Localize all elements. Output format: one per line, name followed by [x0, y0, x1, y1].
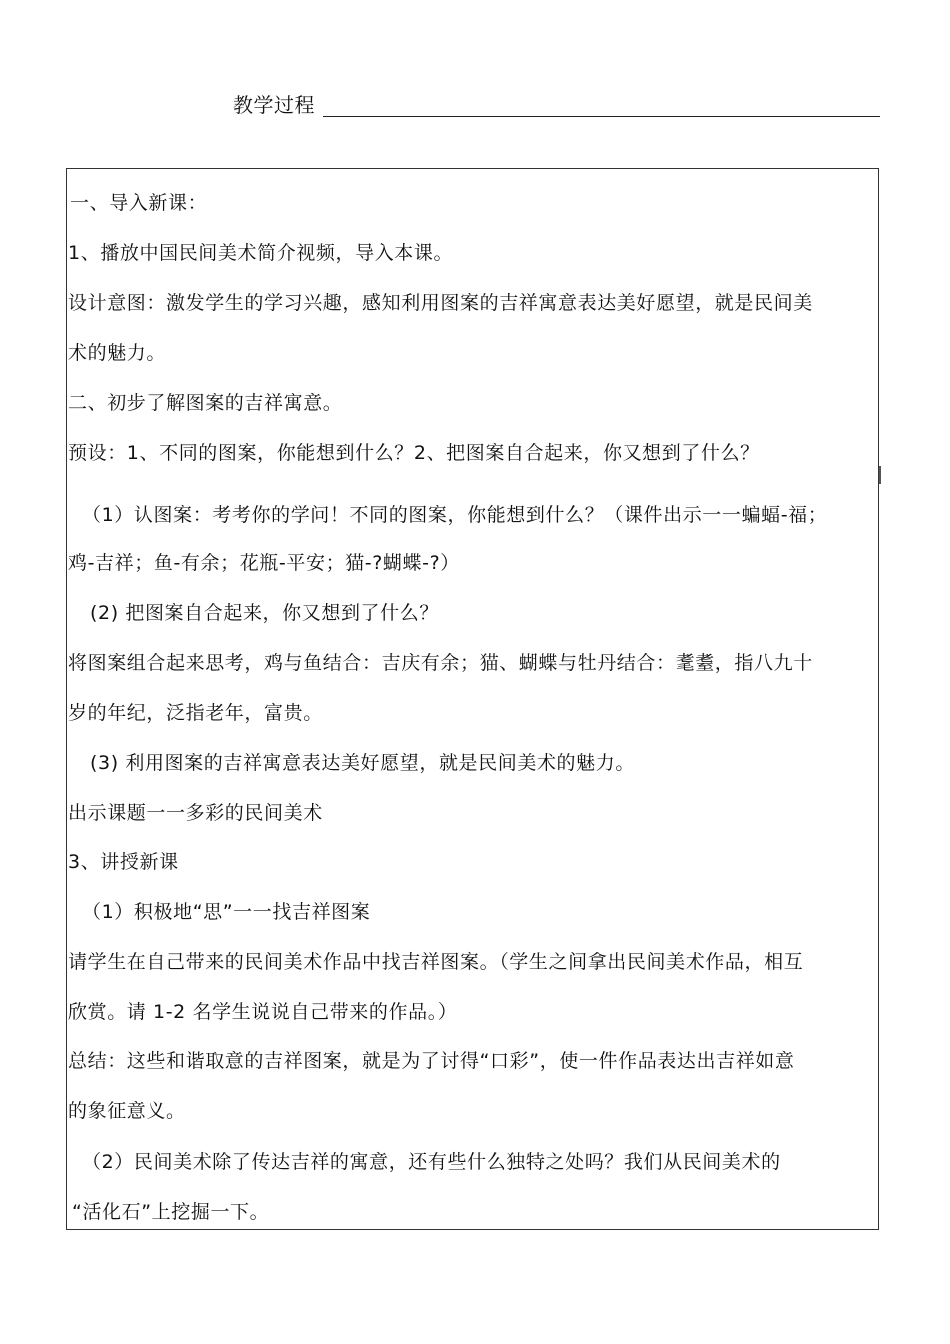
text-line-14: 3、讲授新课	[68, 851, 179, 873]
text-line-1: 一、导入新课：	[70, 192, 208, 214]
text-line-7: （1）认图案：考考你的学问！不同的图案，你能想到什么？（课件出示一一蝙蝠-福；	[82, 504, 828, 526]
text-line-19: 的象征意义。	[68, 1100, 186, 1122]
text-line-21: “活化石”上挖掘一下。	[72, 1201, 270, 1223]
text-line-6: 预设：1、不同的图案，你能想到什么？2、把图案自合起来，你又想到了什么？	[68, 442, 760, 464]
text-line-16: 请学生在自己带来的民间美术作品中找吉祥图案。（学生之间拿出民间美术作品，相互	[68, 951, 804, 973]
section-title: 教学过程	[233, 93, 315, 117]
text-line-3: 设计意图：激发学生的学习兴趣，感知利用图案的吉祥寓意表达美好愿望，就是民间美	[68, 292, 813, 314]
text-line-13: 出示课题一一多彩的民间美术	[68, 802, 323, 824]
text-line-15: （1）积极地“思”一一找吉祥图案	[82, 901, 371, 923]
text-line-17: 欣赏。请 1-2 名学生说说自己带来的作品。）	[68, 1001, 458, 1023]
text-line-9: (2) 把图案自合起来，你又想到了什么？	[90, 602, 439, 624]
margin-mark	[879, 466, 881, 484]
text-line-4: 术的魅力。	[68, 342, 167, 364]
title-underline	[323, 116, 880, 117]
text-line-8: 鸡-吉祥；鱼-有余；花瓶-平安；猫-?蝴蝶-?）	[68, 552, 460, 574]
text-line-18: 总结：这些和谐取意的吉祥图案，就是为了讨得“口彩”，使一件作品表达出吉祥如意	[68, 1050, 795, 1072]
text-line-12: (3) 利用图案的吉祥寓意表达美好愿望，就是民间美术的魅力。	[90, 752, 635, 774]
text-line-10: 将图案组合起来思考，鸡与鱼结合：吉庆有余；猫、蝴蝶与牡丹结合：耄耋，指八九十	[68, 652, 813, 674]
text-line-2: 1、播放中国民间美术简介视频，导入本课。	[68, 242, 454, 264]
text-line-5: 二、初步了解图案的吉祥寓意。	[68, 392, 343, 414]
text-line-11: 岁的年纪，泛指老年，富贵。	[68, 702, 323, 724]
text-line-20: （2）民间美术除了传达吉祥的寓意，还有些什么独特之处吗？我们从民间美术的	[82, 1151, 781, 1173]
